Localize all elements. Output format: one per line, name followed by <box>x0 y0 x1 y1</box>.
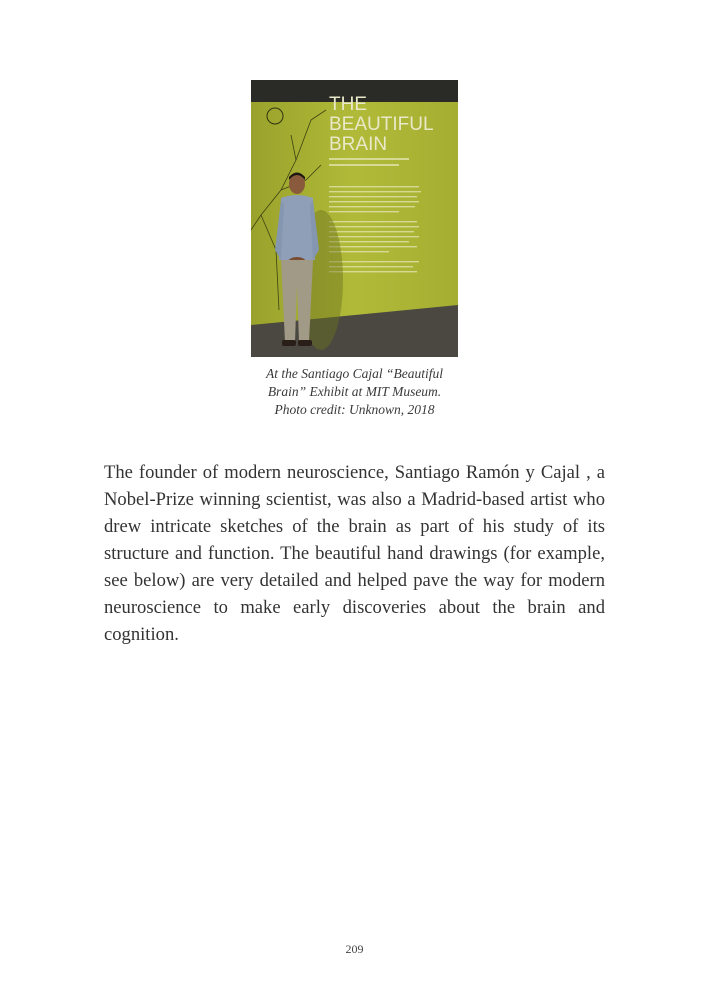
poster-title-line-2: BEAUTIFUL <box>329 114 434 135</box>
caption-line-3: Photo credit: Unknown, 2018 <box>274 402 435 417</box>
poster-title-line-1: THE <box>329 94 367 115</box>
page-number: 209 <box>345 942 364 956</box>
poster-title-line-3: BRAIN <box>329 134 388 155</box>
caption-line-1: At the Santiago Cajal “Beautiful <box>266 366 443 381</box>
exhibit-photo-graphic <box>251 80 458 357</box>
caption-line-2: Brain” Exhibit at MIT Museum. <box>267 384 442 399</box>
exhibit-photo <box>251 80 458 357</box>
photo-caption <box>230 365 479 419</box>
body-paragraph: The founder of modern neuroscience, Santiago Ramón y Cajal , a Nobel-Prize winning scientist, was also a Madrid-based artist who drew intricate sketches of the brain as part of his study of its structure and function. The beautiful hand drawings (for example, see below) are very detailed and helped pave the way for modern neuroscience to make early discoveries about the brain and cognition. <box>104 462 605 645</box>
